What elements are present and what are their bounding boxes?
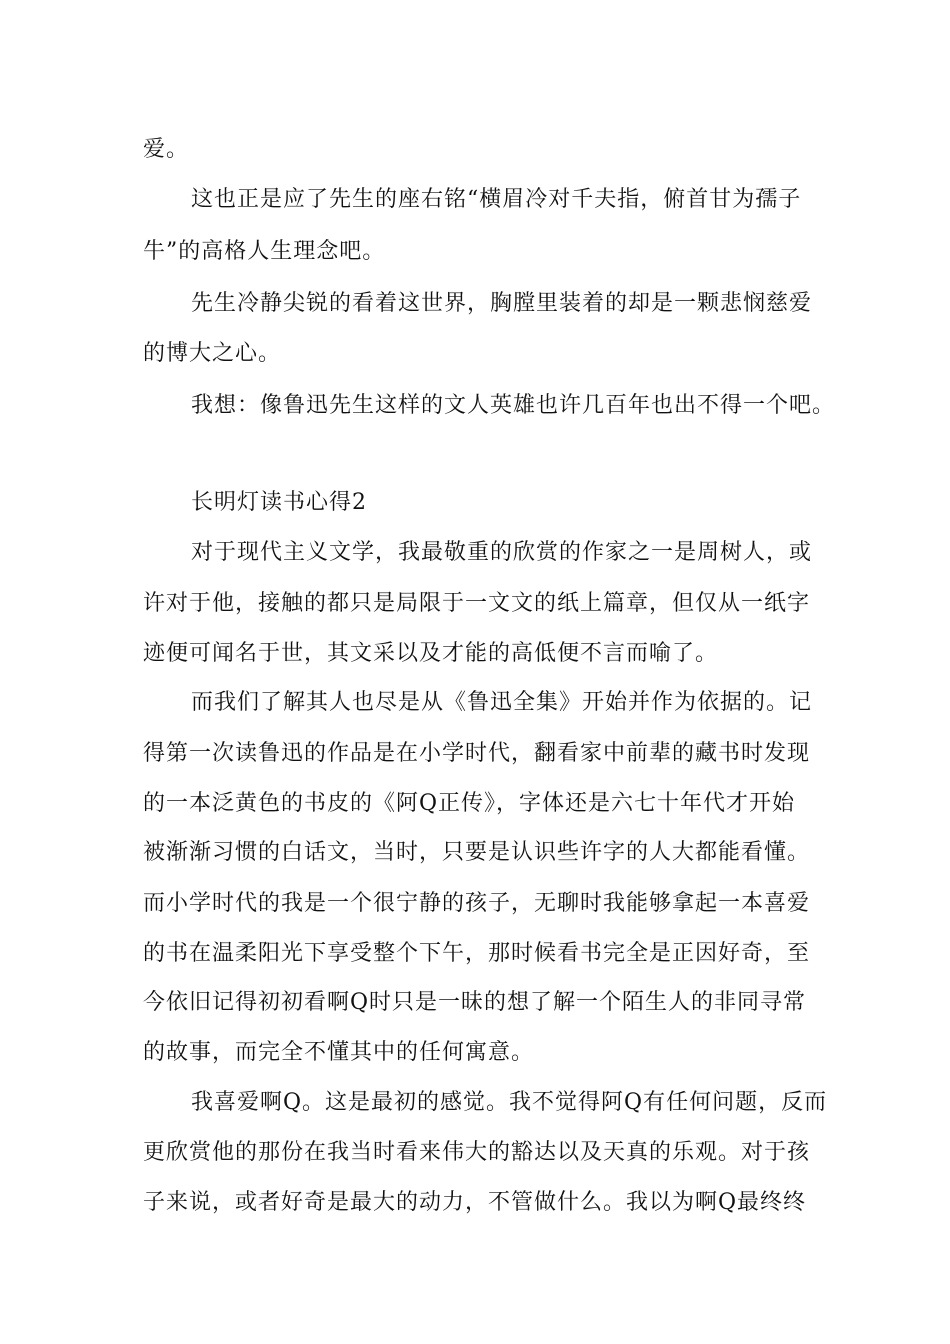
text-line: 而小学时代的我是一个很宁静的孩子，无聊时我能够拿起一本喜爱 xyxy=(143,891,811,916)
text-line: 更欣赏他的那份在我当时看来伟大的豁达以及天真的乐观。对于孩 xyxy=(143,1140,811,1165)
text-line: 被渐渐习惯的白话文，当时，只要是认识些许字的人大都能看懂。 xyxy=(143,840,811,865)
text-line: 许对于他，接触的都只是局限于一文文的纸上篇章，但仅从一纸字 xyxy=(143,591,811,616)
text-line: 先生冷静尖锐的看着这世界，胸膛里装着的却是一颗悲悯慈爱 xyxy=(191,291,813,316)
text-line: 对于现代主义文学，我最敬重的欣赏的作家之一是周树人，或 xyxy=(191,540,813,565)
text-line: 子来说，或者好奇是最大的动力，不管做什么。我以为啊Q最终终 xyxy=(143,1190,807,1215)
text-line: 今依旧记得初初看啊Q时只是一昧的想了解一个陌生人的非同寻常 xyxy=(143,990,807,1015)
text-line: 的博大之心。 xyxy=(143,341,282,366)
text-line: 的一本泛黄色的书皮的《阿Q正传》，字体还是六七十年代才开始 xyxy=(143,791,796,816)
section-heading: 长明灯读书心得2 xyxy=(191,490,367,515)
text-line: 而我们了解其人也尽是从《鲁迅全集》开始并作为依据的。记 xyxy=(191,690,813,715)
text-line: 的故事，而完全不懂其中的任何寓意。 xyxy=(143,1040,535,1065)
text-line: 我想：像鲁迅先生这样的文人英雄也许几百年也出不得一个吧。 xyxy=(191,393,836,418)
text-line: 的书在温柔阳光下享受整个下午，那时候看书完全是正因好奇，至 xyxy=(143,941,811,966)
text-line: 牛”的高格人生理念吧。 xyxy=(143,239,386,264)
text-line: 这也正是应了先生的座右铭“横眉冷对千夫指，俯首甘为孺子 xyxy=(191,187,802,212)
text-line: 迹便可闻名于世，其文采以及才能的高低便不言而喻了。 xyxy=(143,641,719,666)
text-line: 得第一次读鲁迅的作品是在小学时代，翻看家中前辈的藏书时发现 xyxy=(143,741,811,766)
text-line: 爱。 xyxy=(143,137,190,162)
text-line: 我喜爱啊Q。这是最初的感觉。我不觉得阿Q有任何问题，反而 xyxy=(191,1090,828,1115)
